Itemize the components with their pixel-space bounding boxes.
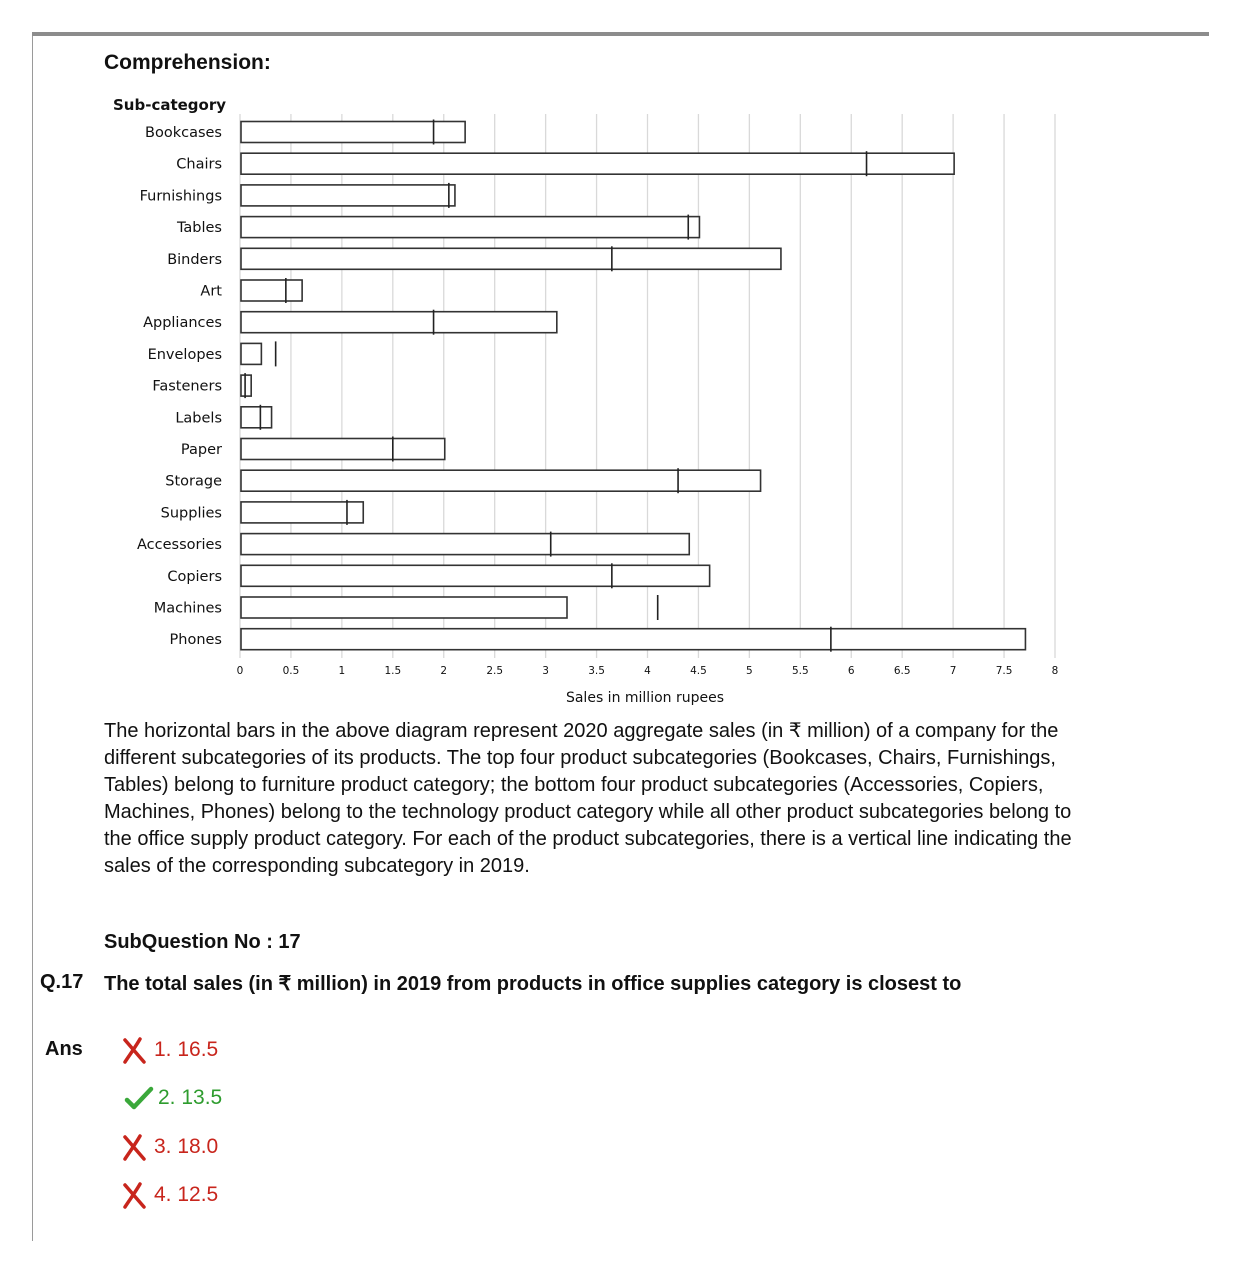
category-label: Labels bbox=[175, 410, 222, 427]
x-tick-label: 5.5 bbox=[791, 665, 809, 677]
x-tick-label: 0.5 bbox=[282, 665, 300, 677]
x-tick-label: 3.5 bbox=[588, 665, 605, 677]
chart-category-labels bbox=[137, 125, 222, 648]
cross-icon bbox=[120, 1132, 154, 1162]
category-label: Storage bbox=[165, 473, 222, 490]
category-label: Art bbox=[200, 283, 222, 300]
bar-2020 bbox=[241, 597, 567, 618]
sales-bar-chart bbox=[100, 90, 1080, 708]
bar-2020 bbox=[241, 375, 251, 396]
answer-option-label: 3. 18.0 bbox=[154, 1135, 219, 1158]
x-tick-label: 7 bbox=[949, 665, 957, 677]
bar-2020 bbox=[241, 343, 261, 364]
answer-option-4 bbox=[120, 1180, 218, 1210]
x-tick-label: 4.5 bbox=[690, 665, 707, 677]
bar-2020 bbox=[241, 217, 699, 238]
x-tick-label: 8 bbox=[1051, 665, 1059, 677]
x-tick-label: 6 bbox=[847, 665, 855, 677]
x-tick-label: 3 bbox=[542, 665, 549, 677]
bar-2020 bbox=[241, 502, 363, 523]
bar-2020 bbox=[241, 565, 710, 586]
category-label: Accessories bbox=[137, 537, 222, 554]
bar-2020 bbox=[241, 534, 689, 555]
answer-option-label: 1. 16.5 bbox=[154, 1038, 219, 1061]
category-label: Tables bbox=[176, 220, 222, 237]
cross-icon bbox=[120, 1035, 154, 1065]
category-label: Appliances bbox=[143, 315, 222, 332]
question-text: The total sales (in ₹ million) in 2019 from products in office supplies category is closest to bbox=[104, 973, 962, 995]
bar-2020 bbox=[241, 470, 761, 491]
x-tick-label: 7.5 bbox=[995, 665, 1013, 677]
category-label: Copiers bbox=[167, 568, 222, 585]
bar-2020 bbox=[241, 439, 445, 460]
top-divider bbox=[32, 32, 1209, 36]
answer-option-label: 4. 12.5 bbox=[154, 1183, 219, 1206]
bar-2020 bbox=[241, 280, 302, 301]
category-label: Chairs bbox=[176, 156, 222, 173]
answer-label: Ans bbox=[45, 1038, 83, 1060]
bar-2020 bbox=[241, 629, 1025, 650]
x-tick-label: 5 bbox=[746, 665, 753, 677]
x-tick-label: 1 bbox=[338, 665, 346, 677]
comprehension-heading: Comprehension: bbox=[104, 51, 271, 74]
x-tick-label: 2.5 bbox=[486, 665, 504, 677]
bar-2020 bbox=[241, 185, 455, 206]
question-number: Q.17 bbox=[40, 971, 84, 993]
bar-2020 bbox=[241, 248, 781, 269]
x-axis-title: Sales in million rupees bbox=[565, 690, 725, 706]
chart-bars bbox=[241, 122, 1025, 650]
bar-2020 bbox=[241, 153, 954, 174]
category-label: Furnishings bbox=[139, 188, 222, 205]
answer-option-2 bbox=[120, 1083, 222, 1113]
y-axis-title: Sub-category bbox=[113, 96, 227, 114]
category-label: Paper bbox=[180, 442, 222, 458]
x-tick-label: 2 bbox=[440, 665, 448, 677]
category-label: Phones bbox=[169, 632, 222, 649]
left-border bbox=[32, 36, 33, 1241]
x-tick-label: 6.5 bbox=[893, 665, 911, 677]
x-tick-label: 1.5 bbox=[384, 665, 402, 677]
answer-option-1 bbox=[120, 1035, 218, 1065]
comprehension-passage: The horizontal bars in the above diagram represent 2020 aggregate sales (in ₹ million) of a company for the different subcategories of its products. The top four product subcategories (Bookcases, Chairs, Furnishings, Tables) belong to furniture product category; the bottom four product subcategories (Accessories, Copiers, Machines, Phones) belong to the technology product category while all other product subcategories belong to the office supply product category. For each of the product subcategories, there is a vertical line indicating the sales of the corresponding subcategory in 2019. bbox=[104, 720, 1072, 877]
x-tick-label: 0 bbox=[236, 665, 244, 677]
category-label: Machines bbox=[153, 600, 222, 617]
cross-icon bbox=[120, 1180, 154, 1210]
chart-x-ticks bbox=[237, 665, 1059, 677]
checkmark-icon bbox=[124, 1083, 158, 1113]
bar-2020 bbox=[241, 312, 557, 333]
answer-option-label: 2. 13.5 bbox=[158, 1086, 223, 1109]
category-label: Bookcases bbox=[145, 125, 222, 141]
category-label: Fasteners bbox=[152, 378, 222, 395]
category-label: Envelopes bbox=[147, 346, 222, 363]
category-label: Supplies bbox=[160, 505, 222, 522]
category-label: Binders bbox=[167, 251, 222, 268]
x-tick-label: 4 bbox=[644, 665, 651, 677]
bar-2020 bbox=[241, 407, 272, 428]
answer-option-3 bbox=[120, 1132, 218, 1162]
bar-2020 bbox=[241, 122, 465, 143]
subquestion-label: SubQuestion No : 17 bbox=[104, 931, 301, 953]
